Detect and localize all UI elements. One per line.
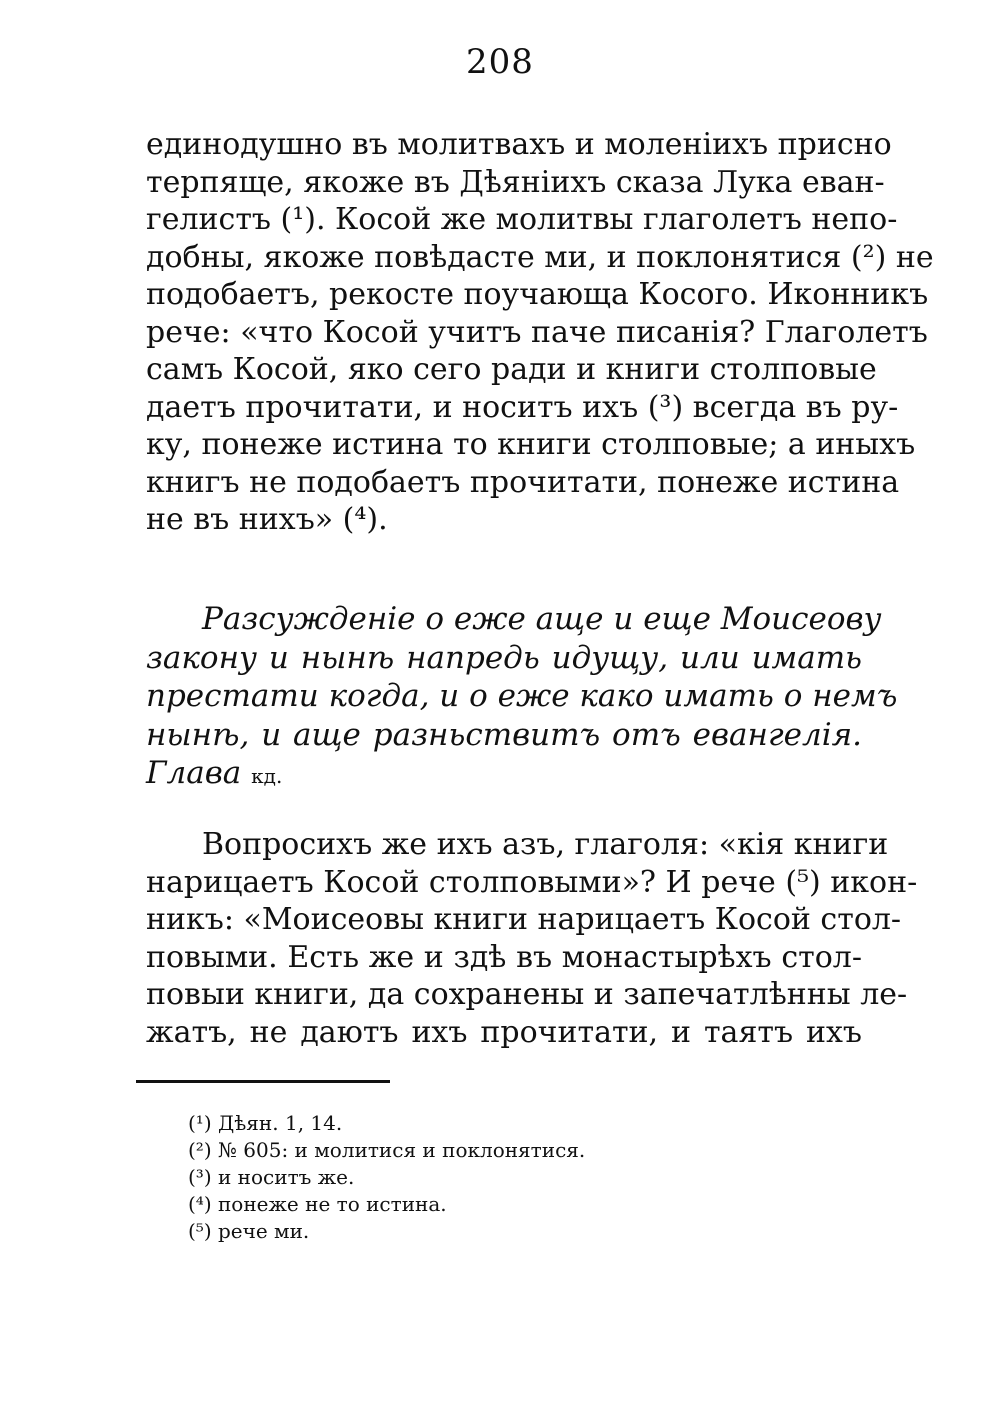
- chapter-number: кд.: [251, 764, 283, 788]
- page-number: 208: [466, 42, 534, 82]
- chapter-label: Глава: [146, 755, 242, 791]
- footnote: (⁵) рече ми.: [188, 1219, 310, 1243]
- heading-line: престати когда, и о еже како имать о немъ: [146, 678, 898, 714]
- paragraph-2: [146, 826, 918, 1051]
- text-line: ку, понеже истина то книги столповые; а иныхъ: [146, 427, 916, 462]
- text-line: единодушно въ молитвахъ и моленіихъ присно: [146, 127, 892, 162]
- paragraph-1: [146, 126, 934, 539]
- text-line: самъ Косой, яко сего ради и книги столповые: [146, 352, 877, 387]
- text-line: жатъ, не даютъ ихъ прочитати, и таятъ ихъ: [146, 1014, 862, 1050]
- text-line: не въ нихъ» (⁴).: [146, 502, 388, 537]
- footnote: (³) и носитъ же.: [188, 1165, 355, 1189]
- heading-line: нынѣ, и аще разньствитъ отъ евангелія.: [146, 716, 862, 753]
- text-line: никъ: «Моисеовы книги нарицаетъ Косой стол-: [146, 902, 902, 937]
- heading-line-chapter: [146, 754, 862, 793]
- chapter-heading: [146, 600, 898, 793]
- heading-line: закону и нынѣ напредь идущу, или имать: [146, 639, 862, 676]
- footnotes: [188, 1110, 788, 1245]
- text-line: рече: «что Косой учитъ паче писанія? Глаголетъ: [146, 314, 928, 350]
- footnote: (²) № 605: и молитися и поклонятися.: [188, 1138, 586, 1162]
- text-line: терпяще, якоже въ Дѣяніихъ сказа Лука еван-: [146, 164, 885, 200]
- text-line: повыи книги, да сохранены и запечатлѣнны ле-: [146, 977, 908, 1012]
- text-line: подобаетъ, рекосте поучающа Косого. Иконникъ: [146, 277, 929, 312]
- footnote: (¹) Дѣян. 1, 14.: [188, 1111, 343, 1135]
- text-line: Вопросихъ же ихъ азъ, глаголя: «кія книги: [202, 827, 889, 862]
- text-line: даетъ прочитати, и носитъ ихъ (³) всегда въ ру-: [146, 389, 899, 425]
- heading-line: Разсужденіе о еже аще и еще Моисеову: [202, 601, 882, 637]
- footnote: (⁴) понеже не то истина.: [188, 1192, 447, 1216]
- text-line: повыми. Есть же и здѣ въ монастырѣхъ стол-: [146, 939, 862, 975]
- text-line: добны, якоже повѣдасте ми, и поклонятися (²) не: [146, 239, 934, 275]
- text-line: книгъ не подобаетъ прочитати, понеже истина: [146, 464, 900, 500]
- footnote-divider: [136, 1080, 390, 1083]
- text-line: нарицаетъ Косой столповыми»? И рече (⁵) икон-: [146, 864, 918, 900]
- text-line: гелистъ (¹). Косой же молитвы глаголетъ непо-: [146, 202, 898, 237]
